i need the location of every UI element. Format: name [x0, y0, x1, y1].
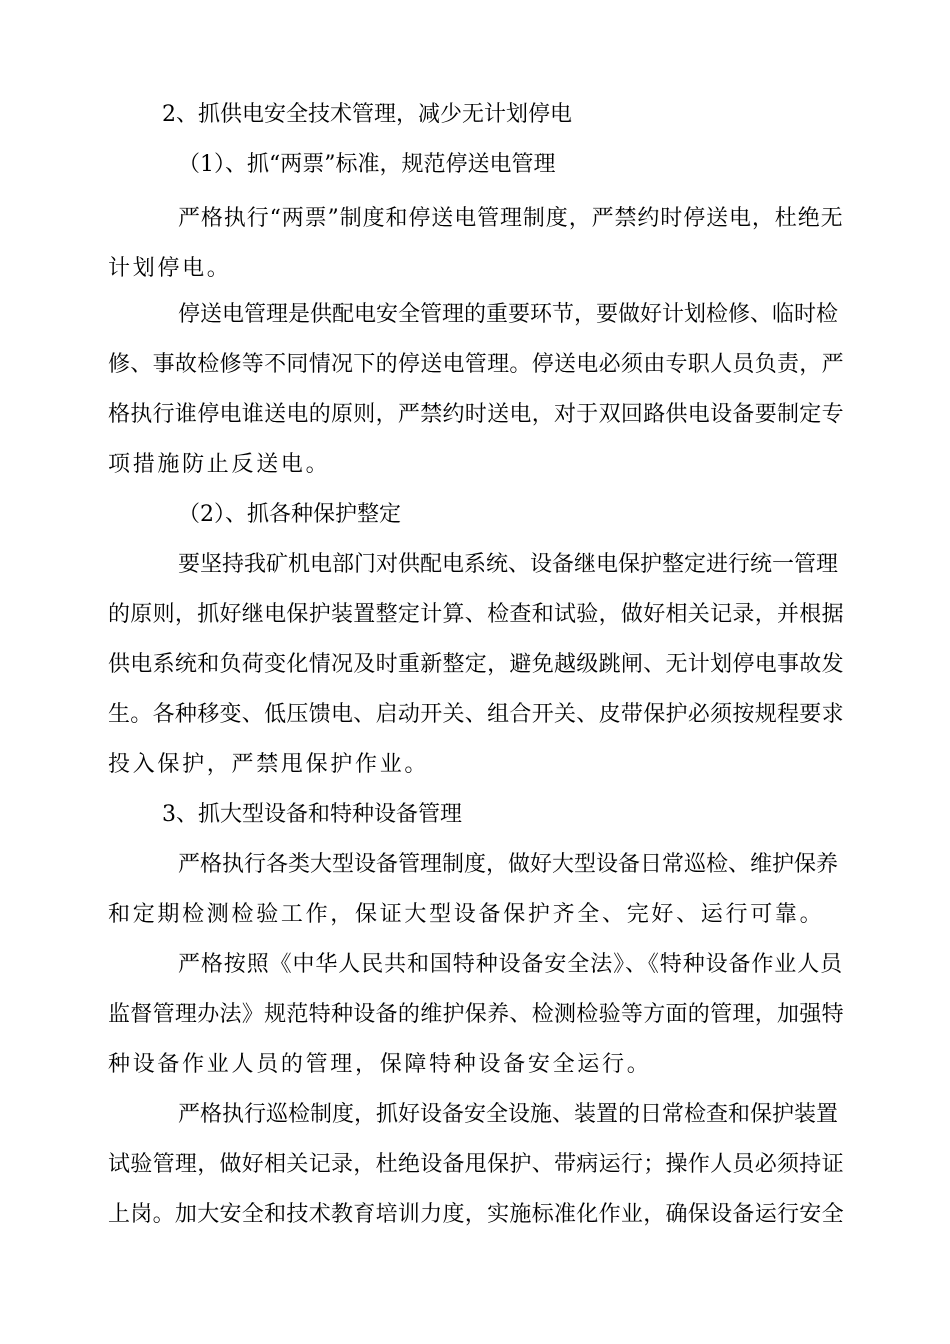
- paragraph-line: 试验管理，做好相关记录，杜绝设备甩保护、带病运行；操作人员必须持证: [108, 1152, 844, 1177]
- paragraph-line: 生。各种移变、低压馈电、启动开关、组合开关、皮带保护必须按规程要求: [108, 702, 844, 727]
- paragraph-line: 的原则，抓好继电保护装置整定计算、检查和试验，做好相关记录，并根据: [108, 602, 844, 627]
- paragraph-line: 严格按照《中华人民共和国特种设备安全法》、《特种设备作业人员: [178, 952, 844, 977]
- paragraph-line: 严格执行“两票”制度和停送电管理制度，严禁约时停送电，杜绝无: [178, 206, 844, 231]
- paragraph-line: 供电系统和负荷变化情况及时重新整定，避免越级跳闸、无计划停电事故发: [108, 652, 844, 677]
- paragraph-line: 要坚持我矿机电部门对供配电系统、设备继电保护整定进行统一管理: [178, 552, 839, 577]
- paragraph-line: 严格执行巡检制度，抓好设备安全设施、装置的日常检查和保护装置: [178, 1102, 839, 1127]
- paragraph-line: 种设备作业人员的管理，保障特种设备安全运行。: [108, 1052, 652, 1077]
- paragraph-line: 投入保护，严禁甩保护作业。: [108, 752, 430, 777]
- paragraph-line: 修、事故检修等不同情况下的停送电管理。停送电必须由专职人员负责，严: [108, 352, 844, 377]
- paragraph-line: 上岗。加大安全和技术教育培训力度，实施标准化作业，确保设备运行安全: [108, 1202, 844, 1227]
- paragraph-line: 格执行谁停电谁送电的原则，严禁约时送电，对于双回路供电设备要制定专: [108, 402, 844, 427]
- paragraph-line: 项措施防止反送电。: [108, 452, 331, 477]
- subsection-heading: （1）、抓“两票”标准，规范停送电管理: [178, 152, 556, 177]
- paragraph-line: 和定期检测检验工作，保证大型设备保护齐全、完好、运行可靠。: [108, 902, 825, 927]
- paragraph-line: 计划停电。: [108, 256, 232, 281]
- section-heading: 2、抓供电安全技术管理，减少无计划停电: [162, 102, 572, 127]
- paragraph-line: 严格执行各类大型设备管理制度，做好大型设备日常巡检、维护保养: [178, 852, 839, 877]
- section-heading: 3、抓大型设备和特种设备管理: [162, 802, 462, 827]
- paragraph-line: 监督管理办法》规范特种设备的维护保养、检测检验等方面的管理，加强特: [108, 1002, 844, 1027]
- subsection-heading: （2）、抓各种保护整定: [178, 502, 401, 527]
- paragraph-line: 停送电管理是供配电安全管理的重要环节，要做好计划检修、临时检: [178, 302, 839, 327]
